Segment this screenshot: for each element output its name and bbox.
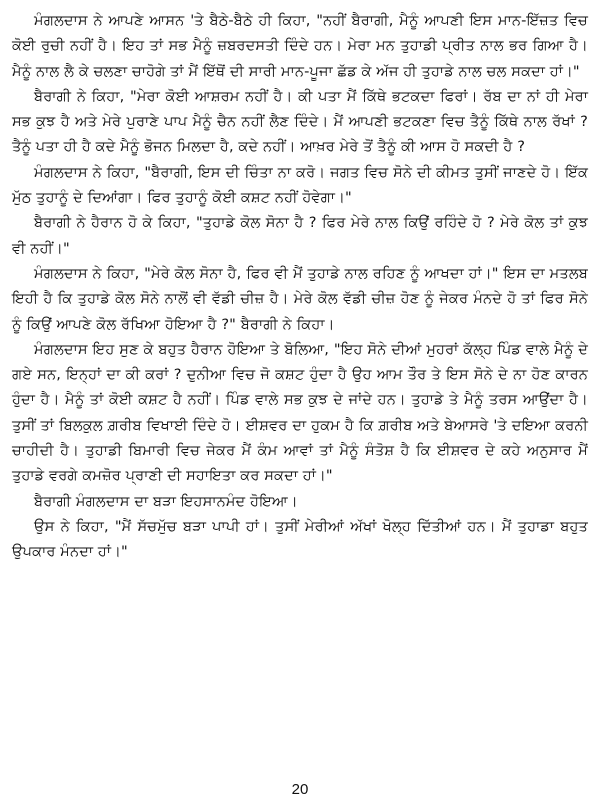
paragraph-7: ਬੈਰਾਗੀ ਮੰਗਲਦਾਸ ਦਾ ਬੜਾ ਇਹਸਾਨਮੰਦ ਹੋਇਆ।: [34, 492, 298, 510]
paragraph-8: ਉਸ ਨੇ ਕਿਹਾ, "ਮੈਂ ਸੱਚਮੁੱਚ ਬੜਾ ਪਾਪੀ ਹਾਂ। ਤੁਸੀਂ ਮੇਰੀਆਂ ਅੱਖਾਂ ਖੋਲ੍ਹ ਦਿੱਤੀਆਂ ਹਨ। ਮੈਂ ਤੁਹਾਡਾ ਬਹੁਤ ਉਪਕਾਰ ਮੰਨਦਾ ਹਾਂ।": [12, 517, 588, 561]
paragraph-4: ਬੈਰਾਗੀ ਨੇ ਹੈਰਾਨ ਹੋ ਕੇ ਕਿਹਾ, "ਤੁਹਾਡੇ ਕੋਲ ਸੋਨਾ ਹੈ ? ਫਿਰ ਮੇਰੇ ਨਾਲ ਕਿਉਂ ਰਹਿੰਦੇ ਹੋ ? ਮੇਰੇ ਕੋਲ ਤਾਂ ਕੁਝ ਵੀ ਨਹੀਂ।": [12, 214, 588, 257]
page-body-text: [12, 8, 588, 565]
paragraph-6: ਮੰਗਲਦਾਸ ਇਹ ਸੁਣ ਕੇ ਬਹੁਤ ਹੈਰਾਨ ਹੋਇਆ ਤੇ ਬੋਲਿਆ, "ਇਹ ਸੋਨੇ ਦੀਆਂ ਮੁਹਰਾਂ ਕੱਲ੍ਹ ਪਿੰਡ ਵਾਲੇ ਮੈਨੂੰ ਦੇ ਗਏ ਸਨ, ਇਨ੍ਹਾਂ ਦਾ ਕੀ ਕਰਾਂ ? ਦੁਨੀਆ ਵਿਚ ਜੋ ਕਸ਼ਟ ਹੁੰਦਾ ਹੈ ਉਹ ਆਮ ਤੌਰ ਤੇ ਇਸ ਸੋਨੇ ਦੇ ਨਾ ਹੋਣ ਕਾਰਨ ਹੁੰਦਾ ਹੈ। ਮੈਨੂੰ ਤਾਂ ਕੋਈ ਕਸ਼ਟ ਹੈ ਨਹੀਂ। ਪਿੰਡ ਵਾਲੇ ਸਭ ਕੁਝ ਦੇ ਜਾਂਦੇ ਹਨ। ਤੁਹਾਡੇ ਤੇ ਮੈਨੂੰ ਤਰਸ ਆਉਂਦਾ ਹੈ। ਤੁਸੀਂ ਤਾਂ ਬਿਲਕੁਲ ਗ਼ਰੀਬ ਵਿਖਾਈ ਦਿੰਦੇ ਹੋ। ਈਸ਼ਵਰ ਦਾ ਹੁਕਮ ਹੈ ਕਿ ਗ਼ਰੀਬ ਅਤੇ ਬੇਆਸਰੇ 'ਤੇ ਦਇਆ ਕਰਨੀ ਚਾਹੀਦੀ ਹੈ। ਤੁਹਾਡੀ ਬਿਮਾਰੀ ਵਿਚ ਜੇਕਰ ਮੈਂ ਕੰਮ ਆਵਾਂ ਤਾਂ ਮੈਨੂੰ ਸੰਤੋਸ਼ ਹੈ ਕਿ ਈਸ਼ਵਰ ਦੇ ਕਹੇ ਅਨੁਸਾਰ ਮੈਂ ਤੁਹਾਡੇ ਵਰਗੇ ਕਮਜ਼ੋਰ ਪ੍ਰਾਣੀ ਦੀ ਸਹਾਇਤਾ ਕਰ ਸਕਦਾ ਹਾਂ।": [12, 340, 588, 485]
paragraph-5: ਮੰਗਲਦਾਸ ਨੇ ਕਿਹਾ, "ਮੇਰੇ ਕੋਲ ਸੋਨਾ ਹੈ, ਫਿਰ ਵੀ ਮੈਂ ਤੁਹਾਡੇ ਨਾਲ ਰਹਿਣ ਨੂੰ ਆਖਦਾ ਹਾਂ।" ਇਸ ਦਾ ਮਤਲਬ ਇਹੀ ਹੈ ਕਿ ਤੁਹਾਡੇ ਕੋਲ ਸੋਨੇ ਨਾਲੋਂ ਵੀ ਵੱਡੀ ਚੀਜ਼ ਹੈ। ਮੇਰੇ ਕੋਲ ਵੱਡੀ ਚੀਜ਼ ਹੋਣ ਨੂੰ ਜੇਕਰ ਮੰਨਦੇ ਹੋ ਤਾਂ ਫਿਰ ਸੋਨੇ ਨੂੰ ਕਿਉਂ ਆਪਣੇ ਕੋਲ ਰੱਖਿਆ ਹੋਇਆ ਹੈ ?" ਬੈਰਾਗੀ ਨੇ ਕਿਹਾ।: [12, 264, 588, 333]
paragraph-3: ਮੰਗਲਦਾਸ ਨੇ ਕਿਹਾ, "ਬੈਰਾਗੀ, ਇਸ ਦੀ ਚਿੰਤਾ ਨਾ ਕਰੋ। ਜਗਤ ਵਿਚ ਸੋਨੇ ਦੀ ਕੀਮਤ ਤੁਸੀਂ ਜਾਣਦੇ ਹੋ। ਇੱਕ ਮੁੱਠ ਤੁਹਾਨੂੰ ਦੇ ਦਿਆਂਗਾ। ਫਿਰ ਤੁਹਾਨੂੰ ਕੋਈ ਕਸ਼ਟ ਨਹੀਂ ਹੋਵੇਗਾ।": [12, 163, 588, 207]
paragraph-1: ਮੰਗਲਦਾਸ ਨੇ ਆਪਣੇ ਆਸਨ 'ਤੇ ਬੈਠੇ-ਬੈਠੇ ਹੀ ਕਿਹਾ, "ਨਹੀਂ ਬੈਰਾਗੀ, ਮੈਨੂੰ ਆਪਣੀ ਇਸ ਮਾਨ-ਇੱਜ਼ਤ ਵਿਚ ਕੋਈ ਰੁਚੀ ਨਹੀਂ ਹੈ। ਇਹ ਤਾਂ ਸਭ ਮੈਨੂੰ ਜ਼ਬਰਦਸਤੀ ਦਿੰਦੇ ਹਨ। ਮੇਰਾ ਮਨ ਤੁਹਾਡੀ ਪ੍ਰੀਤ ਨਾਲ ਭਰ ਗਿਆ ਹੈ। ਮੈਨੂੰ ਨਾਲ ਲੈ ਕੇ ਚਲਣਾ ਚਾਹੋਗੇ ਤਾਂ ਮੈਂ ਇੱਥੋਂ ਦੀ ਸਾਰੀ ਮਾਨ-ਪੂਜਾ ਛੱਡ ਕੇ ਅੱਜ ਹੀ ਤੁਹਾਡੇ ਨਾਲ ਚਲ ਸਕਦਾ ਹਾਂ।": [12, 12, 588, 80]
page-number: 20: [291, 781, 309, 798]
paragraph-2: ਬੈਰਾਗੀ ਨੇ ਕਿਹਾ, "ਮੇਰਾ ਕੋਈ ਆਸ਼ਰਮ ਨਹੀਂ ਹੈ। ਕੀ ਪਤਾ ਮੈਂ ਕਿੱਥੇ ਭਟਕਦਾ ਫਿਰਾਂ। ਰੱਬ ਦਾ ਨਾਂ ਹੀ ਮੇਰਾ ਸਭ ਕੁਝ ਹੈ ਅਤੇ ਮੇਰੇ ਪੁਰਾਣੇ ਪਾਪ ਮੈਨੂੰ ਚੈਨ ਨਹੀਂ ਲੈਣ ਦਿੰਦੇ। ਮੈਂ ਆਪਣੀ ਭਟਕਣਾ ਵਿਚ ਤੈਨੂੰ ਕਿੱਥੇ ਨਾਲ ਰੱਖਾਂ ? ਤੈਨੂੰ ਪਤਾ ਹੀ ਹੈ ਕਦੇ ਮੈਨੂੰ ਭੋਜਨ ਮਿਲਦਾ ਹੈ, ਕਦੇ ਨਹੀਂ। ਆਖ਼ਰ ਮੇਰੇ ਤੋਂ ਤੈਨੂੰ ਕੀ ਆਸ ਹੋ ਸਕਦੀ ਹੈ ?: [12, 87, 588, 156]
